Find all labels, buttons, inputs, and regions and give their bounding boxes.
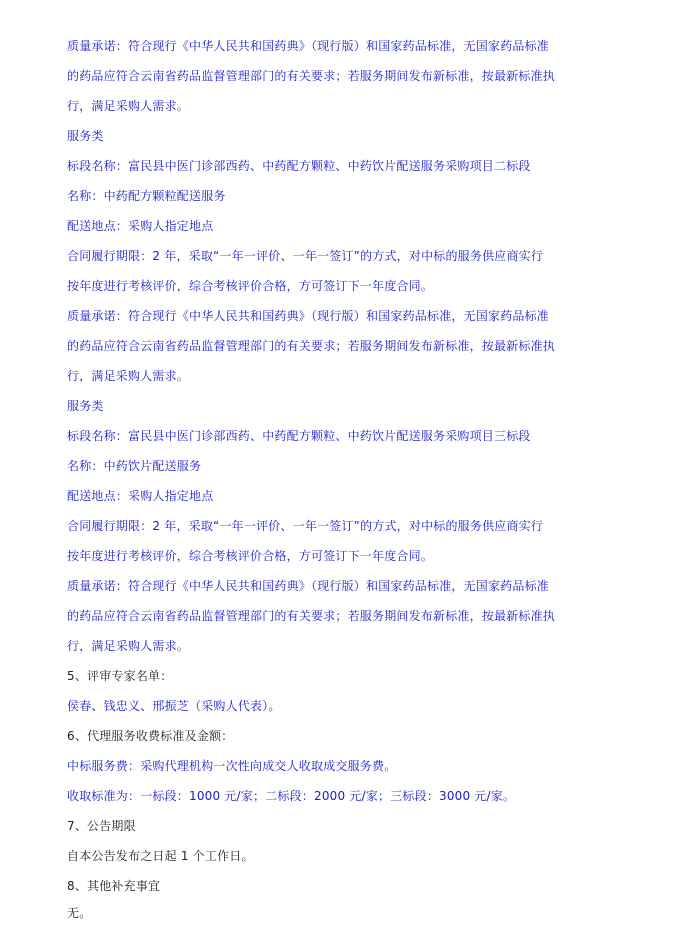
- document-line: 质量承诺：符合现行《中华人民共和国药典》（现行版）和国家药品标准，无国家药品标准: [67, 309, 550, 323]
- document-line: 合同履行期限：2 年，采取“一年一评价、一年一签订”的方式，对中标的服务供应商实行: [67, 519, 544, 533]
- document-line: 7、公告期限: [67, 819, 136, 833]
- document-line: 按年度进行考核评价，综合考核评价合格，方可签订下一年度合同。: [67, 549, 434, 563]
- document-line: 行，满足采购人需求。: [67, 369, 190, 383]
- document-line: 服务类: [67, 129, 104, 143]
- document-line: 6、代理服务收费标准及金额：: [67, 729, 234, 743]
- document-line: 名称：中药配方颗粒配送服务: [67, 189, 226, 203]
- document-line: 配送地点：采购人指定地点: [67, 219, 214, 233]
- document-line: 配送地点：采购人指定地点: [67, 489, 214, 503]
- document-line: 服务类: [67, 399, 104, 413]
- document-body: [67, 31, 610, 925]
- document-line: 中标服务费：采购代理机构一次性向成交人收取成交服务费。: [67, 759, 397, 773]
- document-line: 侯春、钱忠义、邢振芝（采购人代表）。: [67, 699, 281, 713]
- document-line: 标段名称：富民县中医门诊部西药、中药配方颗粒、中药饮片配送服务采购项目二标段: [67, 159, 531, 173]
- document-line: 8、其他补充事宜: [67, 879, 161, 893]
- document-line: 的药品应符合云南省药品监督管理部门的有关要求；若服务期间发布新标准，按最新标准执: [67, 69, 556, 83]
- document-line: 自本公告发布之日起 1 个工作日。: [67, 849, 254, 863]
- document-line: 的药品应符合云南省药品监督管理部门的有关要求；若服务期间发布新标准，按最新标准执: [67, 609, 556, 623]
- document-line: 质量承诺：符合现行《中华人民共和国药典》（现行版）和国家药品标准，无国家药品标准: [67, 579, 550, 593]
- document-line: 收取标准为：一标段：1000 元/家；二标段：2000 元/家；三标段：3000 元/家。: [67, 789, 516, 803]
- document-line: 行，满足采购人需求。: [67, 639, 190, 653]
- document-line: 合同履行期限：2 年，采取“一年一评价、一年一签订”的方式，对中标的服务供应商实行: [67, 249, 544, 263]
- document-line: 无。: [67, 906, 92, 920]
- document-line: 的药品应符合云南省药品监督管理部门的有关要求；若服务期间发布新标准，按最新标准执: [67, 339, 556, 353]
- document-line: 名称：中药饮片配送服务: [67, 459, 202, 473]
- document-line: 按年度进行考核评价，综合考核评价合格，方可签订下一年度合同。: [67, 279, 434, 293]
- document-line: 质量承诺：符合现行《中华人民共和国药典》（现行版）和国家药品标准，无国家药品标准: [67, 39, 550, 53]
- document-line: 5、评审专家名单：: [67, 669, 173, 683]
- document-line: 行，满足采购人需求。: [67, 99, 190, 113]
- document-line: 标段名称：富民县中医门诊部西药、中药配方颗粒、中药饮片配送服务采购项目三标段: [67, 429, 531, 443]
